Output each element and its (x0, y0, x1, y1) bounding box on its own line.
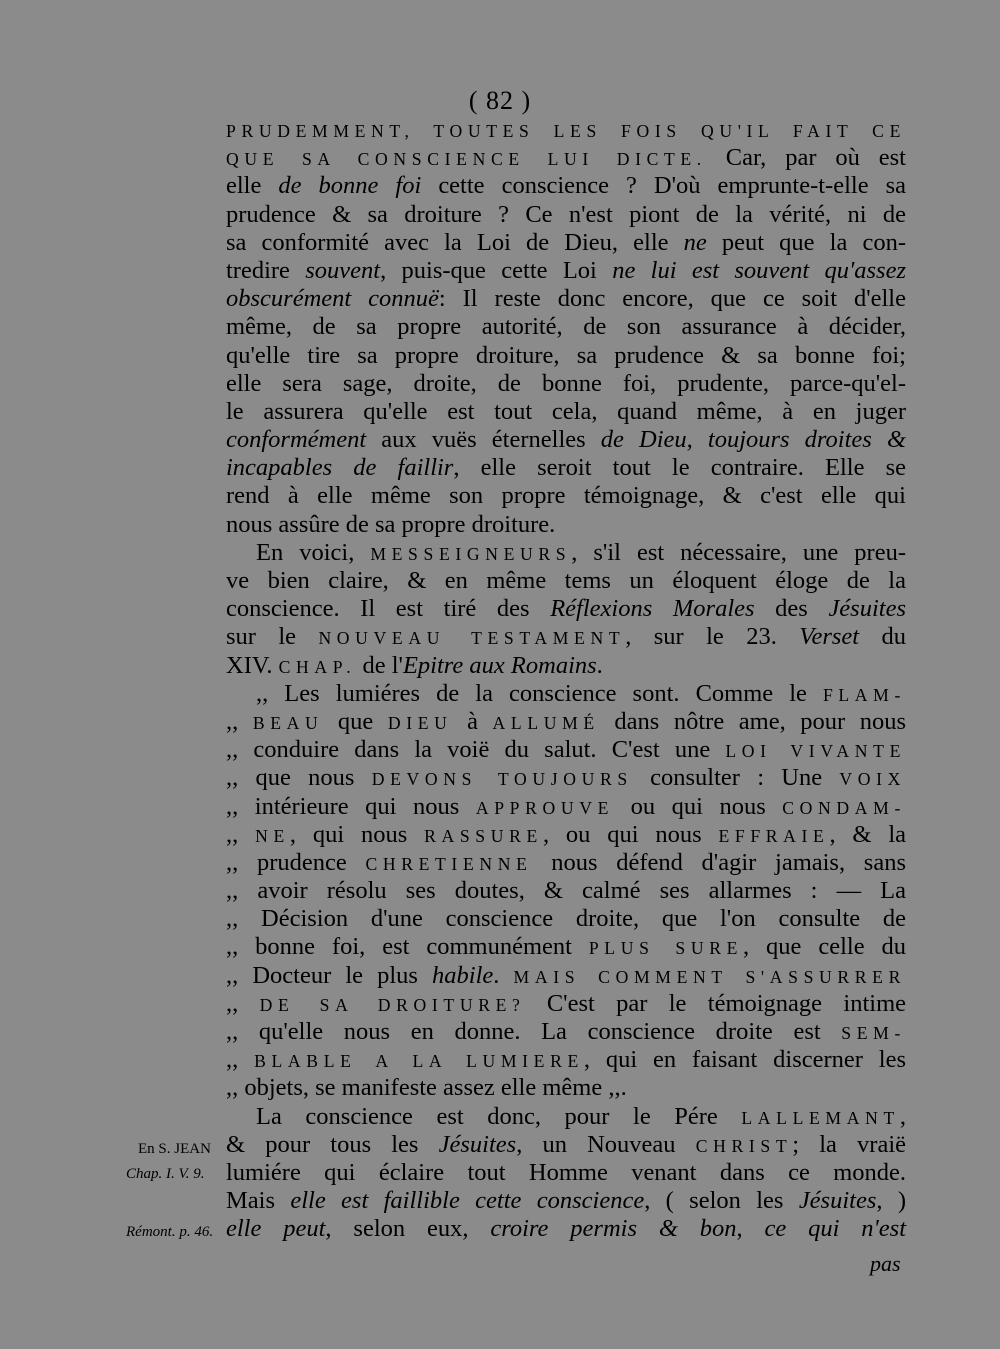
text-line: ,, prudence CHRETIENNE nous défend d'agir jamais, sans (226, 848, 906, 876)
text-line: ,, BLABLE A LA LUMIERE, qui en faisant discerner les (226, 1046, 907, 1074)
text-line: En voici, MESSEIGNEURS, s'il est nécessaire, une preu- (256, 538, 906, 566)
text-line: ,, Docteur le plus habile. MAIS COMMENT S'ASSURRER (226, 961, 906, 989)
text-line: ,, conduire dans la voië du salut. C'est une LOI VIVANTE (226, 736, 906, 764)
text-line: obscurément connuë: Il reste donc encore, que ce soit d'elle (226, 285, 906, 313)
text-line: ,, Décision d'une conscience droite, que l'on consulte de (226, 905, 906, 933)
text-line: QUE SA CONSCIENCE LUI DICTE. Car, par où est (226, 144, 906, 172)
text-line: ,, DE SA DROITURE? C'est par le témoignage intime (226, 989, 906, 1017)
text-line: ,, objets, se manifeste assez elle même ,,. (226, 1074, 627, 1102)
text-line: PRUDEMMENT, TOUTES LES FOIS QU'IL FAIT CE (226, 121, 906, 141)
text-line: rend à elle même son propre témoignage, & c'est elle qui (226, 482, 906, 510)
text-line: même, de sa propre autorité, de son assurance à décider, (226, 313, 906, 341)
catchword: pas (870, 1251, 901, 1276)
text-line: XIV. CHAP. de l'Epitre aux Romains. (226, 651, 603, 679)
text-line: ,, NE, qui nous RASSURE, ou qui nous EFFRAIE, & la (226, 820, 907, 848)
text-line: La conscience est donc, pour le Pére LALLEMANT, (256, 1102, 906, 1130)
text-line: conformément aux vuës éternelles de Dieu, toujours droites & (226, 426, 906, 454)
text-line: elle de bonne foi cette conscience ? D'où emprunte-t-elle sa (226, 172, 906, 200)
margin-note: Rémont. p. 46. (126, 1224, 214, 1240)
text-line: nous assûre de sa propre droiture. (226, 510, 556, 538)
text-line: elle peut, selon eux, croire permis & bon, ce qui n'est (226, 1215, 907, 1243)
text-line: tredire souvent, puis-que cette Loi ne lui est souvent qu'assez (226, 256, 907, 284)
text-line: ,, intérieure qui nous APPROUVE ou qui nous CONDAM- (226, 792, 907, 820)
text-line: & pour tous les Jésuites, un Nouveau CHRIST; la vraië (226, 1130, 906, 1158)
margin-note: Chap. I. V. 9. (126, 1166, 205, 1182)
text-line: Mais elle est faillible cette conscience, ( selon les Jésuites, ) (226, 1187, 907, 1215)
text-line: ,, Les lumiéres de la conscience sont. Comme le FLAM- (256, 679, 906, 707)
text-line: incapables de faillir, elle seroit tout le contraire. Elle se (226, 454, 906, 482)
text-line: ,, BEAU que DIEU à ALLUMÉ dans nôtre ame, pour nous (226, 707, 907, 735)
text-line: sur le NOUVEAU TESTAMENT, sur le 23. Verset du (226, 623, 907, 651)
page-number: ( 82 ) (468, 86, 532, 115)
text-line: qu'elle tire sa propre droiture, sa prudence & sa bonne foi; (226, 341, 906, 369)
text-line: ,, qu'elle nous en donne. La conscience droite est SEM- (226, 1018, 906, 1045)
text-line: ve bien claire, & en même tems un éloquent éloge de la (226, 567, 906, 594)
text-line: sa conformité avec la Loi de Dieu, elle ne peut que la con- (226, 228, 906, 256)
text-line: conscience. Il est tiré des Réflexions Morales des Jésuites (226, 595, 906, 623)
text-line: ,, que nous DEVONS TOUJOURS consulter : Une VOIX (226, 764, 906, 792)
body-text (226, 116, 906, 1244)
text-line: lumiére qui éclaire tout Homme venant dans ce monde. (226, 1158, 906, 1186)
text-line: ,, bonne foi, est communément PLUS SURE, que celle du (226, 933, 906, 961)
text-line: elle sera sage, droite, de bonne foi, prudente, parce-qu'el- (226, 369, 906, 397)
margin-note: En S. JEAN (138, 1141, 211, 1157)
text-line: prudence & sa droiture ? Ce n'est piont de la vérité, ni de (226, 200, 906, 228)
text-line: ,, avoir résolu ses doutes, & calmé ses allarmes : — La (226, 877, 906, 905)
text-line: le assurera qu'elle est tout cela, quand même, à en juger (226, 397, 906, 425)
